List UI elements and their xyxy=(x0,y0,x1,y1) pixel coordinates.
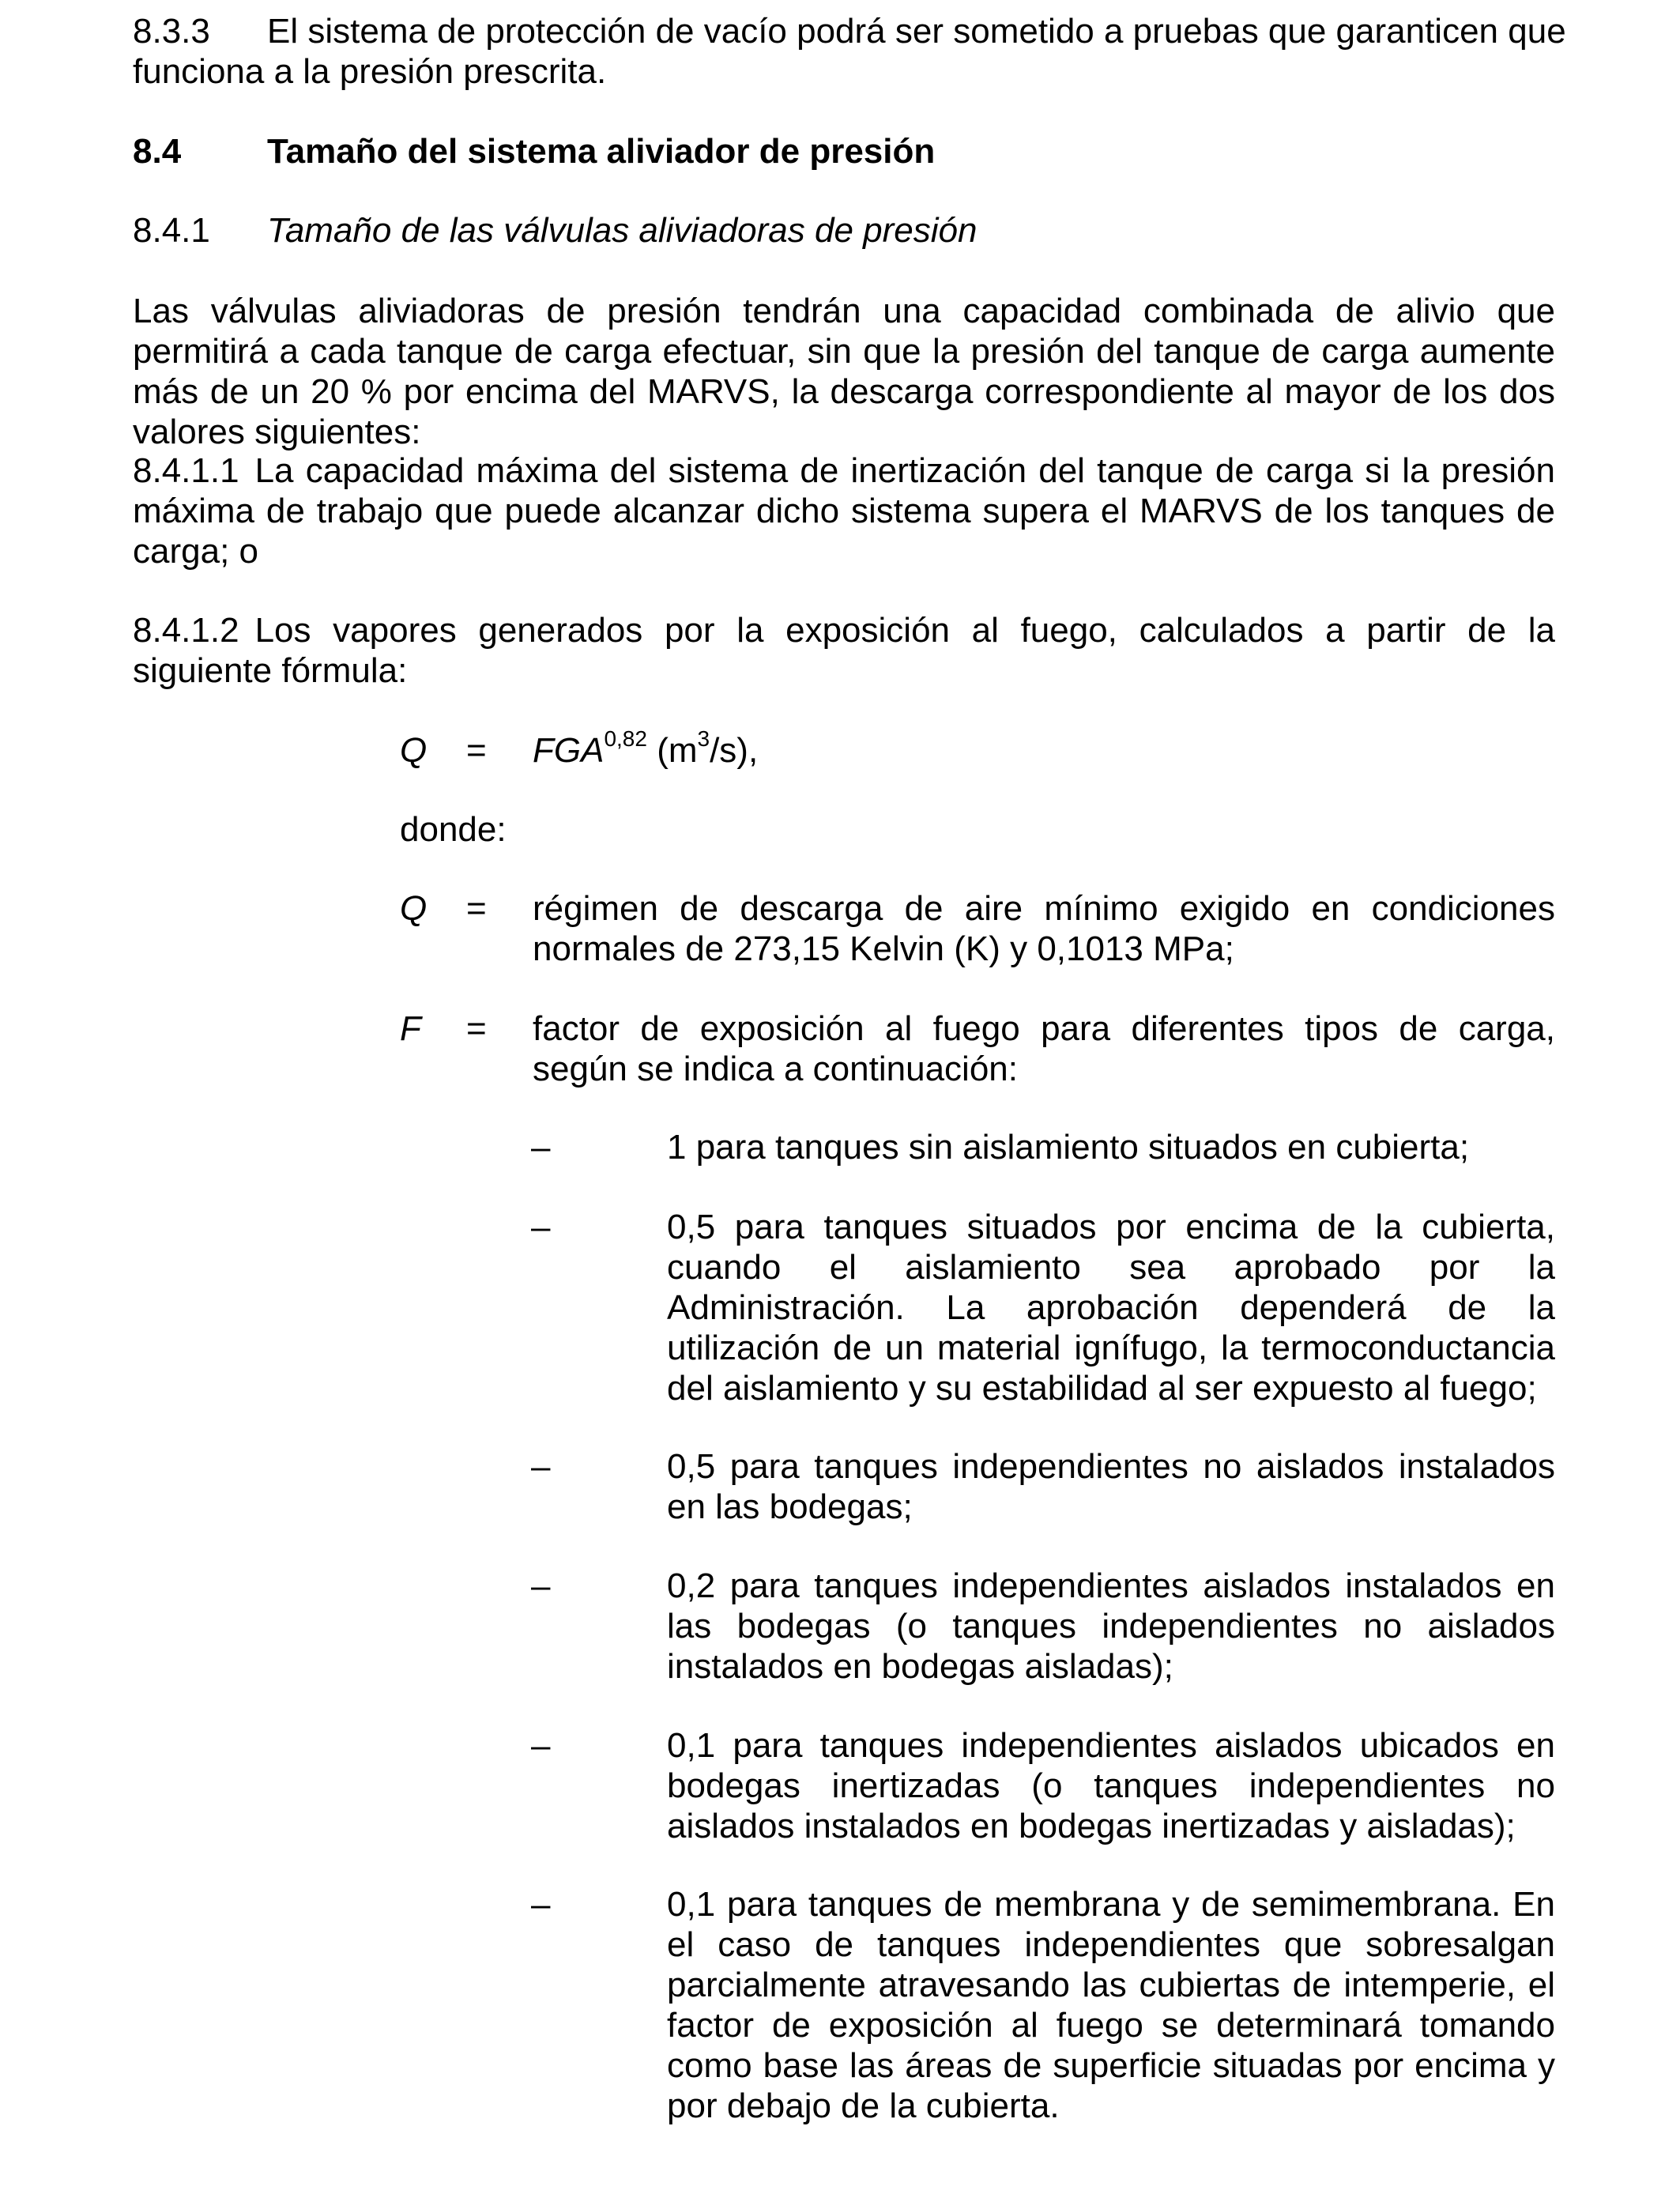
list-dash: – xyxy=(531,1128,551,1167)
section-8-3-3 xyxy=(133,11,1566,92)
list-dash: – xyxy=(531,1726,551,1765)
formula-symbol: Q xyxy=(400,731,428,770)
list-dash: – xyxy=(531,1208,551,1246)
formula-unit-open: (m xyxy=(657,731,698,770)
section-number: 8.3.3 xyxy=(133,12,210,51)
list-dash: – xyxy=(531,1447,551,1486)
definition-symbol: Q xyxy=(400,889,428,928)
donde-label: donde: xyxy=(400,810,507,849)
list-item-text: 0,5 para tanques independientes no aislados instalados en las bodegas; xyxy=(667,1447,1555,1526)
donde-row xyxy=(0,809,1680,850)
definition-equals: = xyxy=(466,1009,487,1048)
formula-exponent: 0,82 xyxy=(604,726,647,752)
section-number: 8.4 xyxy=(133,132,182,171)
formula-equals: = xyxy=(466,731,487,770)
formula-unit-sup: 3 xyxy=(697,726,710,752)
formula-row xyxy=(0,726,1680,771)
list-item-text: 0,2 para tanques independientes aislados instalados en las bodegas (o tanques independientes no aislados instalados en bodegas aisladas); xyxy=(667,1566,1555,1686)
section-title: Tamaño del sistema aliviador de presión xyxy=(267,132,936,171)
definition-text: régimen de descarga de aire mínimo exigido en condiciones normales de 273,15 Kelvin (K) y 0,1013 MPa; xyxy=(533,889,1555,968)
formula-unit-close: /s), xyxy=(710,731,759,770)
section-number: 8.4.1.2 xyxy=(133,611,239,650)
section-8-4-1-2 xyxy=(133,610,1555,691)
list-dash: – xyxy=(531,1885,551,1924)
list-item-text: 1 para tanques sin aislamiento situados en cubierta; xyxy=(667,1128,1470,1167)
section-8-4-1-heading xyxy=(133,210,1555,251)
section-title: Tamaño de las válvulas aliviadoras de presión xyxy=(267,211,977,250)
section-number: 8.4.1.1 xyxy=(133,451,239,490)
section-text-line1: El sistema de protección de vacío podrá ser sometido a pruebas que garanticen que xyxy=(267,12,1566,51)
section-text-line2: funciona a la presión prescrita. xyxy=(133,52,607,91)
list-item-text: 0,1 para tanques independientes aislados ubicados en bodegas inertizadas (o tanques independientes no aislados instalados en bodegas inertizadas y aisladas); xyxy=(667,1726,1555,1845)
formula-expr: FGA xyxy=(533,731,605,770)
definition-text: factor de exposición al fuego para diferentes tipos de carga, según se indica a continuación: xyxy=(533,1009,1555,1088)
section-text: Los vapores generados por la exposición al fuego, calculados a partir de la siguiente fórmula: xyxy=(133,611,1555,690)
list-item-text: 0,5 para tanques situados por encima de la cubierta, cuando el aislamiento sea aprobado por la Administración. La aprobación dependerá de la utilización de un material ignífugo, la termoconductancia del aislamiento y su estabilidad al ser expuesto al fuego; xyxy=(667,1208,1555,1408)
section-text: La capacidad máxima del sistema de inertización del tanque de carga si la presión máxima de trabajo que puede alcanzar dicho sistema supera el MARVS de los tanques de carga; o xyxy=(133,451,1555,571)
section-number: 8.4.1 xyxy=(133,211,210,250)
section-8-4-heading xyxy=(133,131,1555,172)
list-dash: – xyxy=(531,1566,551,1605)
section-8-4-1-paragraph: Las válvulas aliviadoras de presión tendrán una capacidad combinada de alivio que permitirá a cada tanque de carga efectuar, sin que la presión del tanque de carga aumente más de un 20 % por encima del MARVS, la descarga correspondiente al mayor de los dos valores siguientes: xyxy=(133,292,1555,451)
list-item-text: 0,1 para tanques de membrana y de semimembrana. En el caso de tanques independientes que sobresalgan parcialmente atravesando las cubiertas de intemperie, el factor de exposición al fuego se determinará tomando como base las áreas de superficie situadas por encima y por debajo de la cubierta. xyxy=(667,1885,1555,2125)
section-8-4-1-1 xyxy=(133,450,1555,571)
formula-expression xyxy=(533,726,1555,771)
definition-equals: = xyxy=(466,889,487,928)
definition-symbol: F xyxy=(400,1009,421,1048)
